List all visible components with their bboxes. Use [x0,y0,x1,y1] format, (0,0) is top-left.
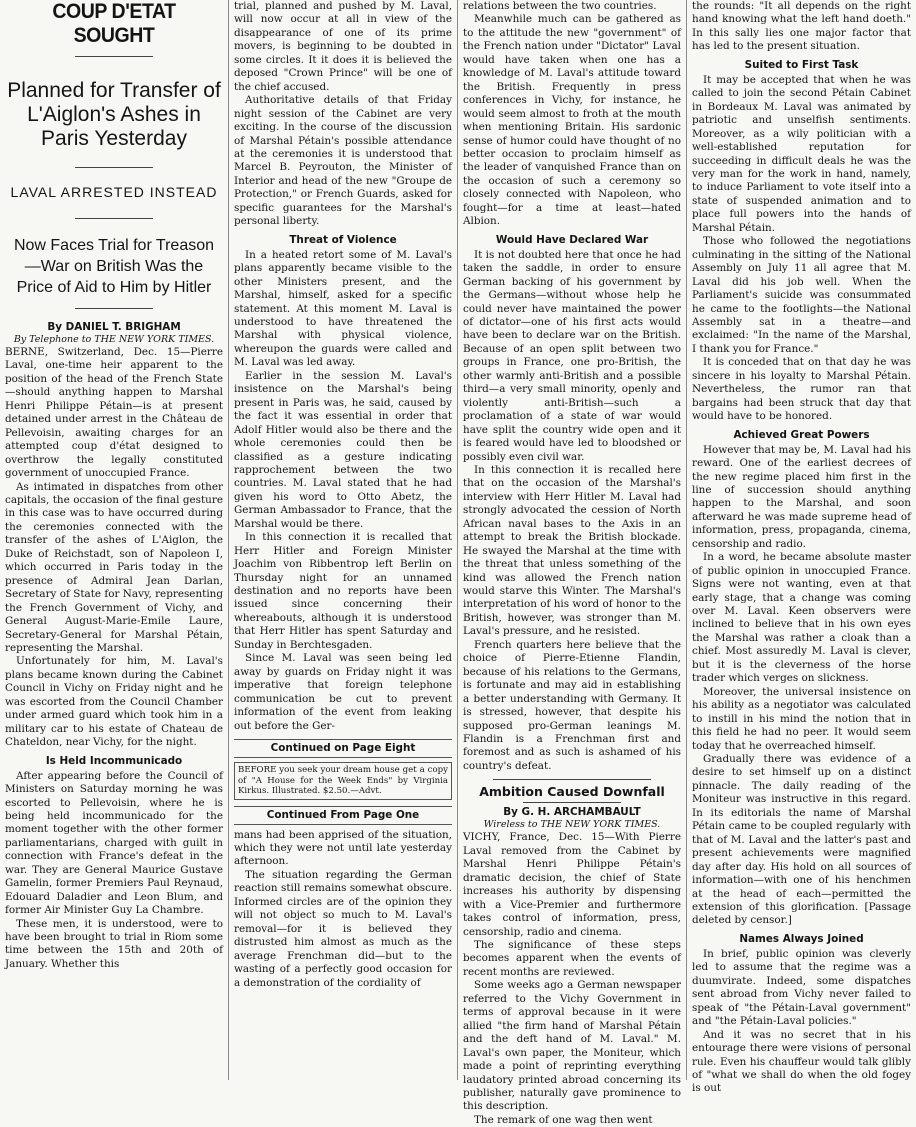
paragraph: And it was no secret that in his entourage there were visions of personal rule. Even his chauffeur would talk glibly of "what we shall do when the old fogey is out [692,1028,911,1095]
paragraph: Since M. Laval was seen being led away by guards on Friday night it was imperative that foreign telephone communication be cut to prevent information of the event from leaking out before the Ger- [234,652,452,732]
paragraph: VICHY, France, Dec. 15—With Pierre Laval removed from the Cabinet by Marshal Henri Philippe Pétain's dramatic decision, the chief of State increases his authority by dispensing with a Vice-Premier and furthermore takes control of information, press, censorship, radio and cinema. [463,831,681,938]
paragraph: French quarters here believe that the choice of Pierre-Etienne Flandin, because of his relations to the Germans, is fortunate and may aid in establishing a better understanding with Germany. It is stressed, however, that despite his supposed pro-German leanings M. Flandin is a Frenchman first and foremost and as such is ashamed of his country's defeat. [463,638,681,772]
subhead: Suited to First Task [744,58,859,71]
credit-line: By Telephone to THE NEW YORK TIMES. [13,334,215,345]
paragraph: mans had been apprised of the situation, which they were not until late yesterday afternoon. [234,828,452,868]
subhead: Would Have Declared War [495,233,649,246]
paragraph: Moreover, the universal insistence on his ability as a negotiator was calculated to instill in his mind the notion that in this field he had no peer. It would seem today that he overreached himself. [692,685,911,752]
paragraph: Unfortunately for him, M. Laval's plans became known during the Cabinet Council in Vichy on Friday night and he was escorted from the Council Chamber under armed guard which took him in a military car to his estate of Chateau de Chateldon, near Vichy, for the night. [5,655,223,749]
paragraph: In this connection it is recalled that Herr Hitler and Foreign Minister Joachim von Ribbentrop left Berlin on Thursday night for an unnamed destination and no reports have been issued since concerning their whereabouts, although it is understood that Herr Hitler has spent Saturday and Sunday in Berchtesgaden. [234,531,452,651]
deck-rule [75,167,153,168]
advertisement: BEFORE you seek your dream house get a copy of "A House for the Week Ends" by Virginia Kirkus. Illustrated. $2.50.—Advt. [234,762,452,800]
subhead: Names Always Joined [739,932,864,945]
paragraph: the rounds: "It all depends on the right hand knowing what the left hand doeth." In this sally lies one major factor that has led to the present situation. [692,0,911,53]
deck-headline-1: Planned for Transfer of L'Aiglon's Ashes in Paris Yesterday [7,79,221,150]
section-rule-2 [523,802,621,803]
paragraph: In this connection it is recalled here that on the occasion of the Marshal's interview with Herr Hitler M. Laval had strongly advocated the cession of North African naval bases to the Axis in an attempt to break the British blockade. He swayed the Marshal at the time with the threat that unless something of the kind was allowed the French nation would starve this Winter. The Marshal's interpretation of his word of honor to the British, however, was stronger than M. Laval's pressure, and he resisted. [463,463,681,638]
paragraph: After appearing before the Council of Ministers on Saturday morning he was escorted to Pellevoisin, where he is being held incommunicado for the moment together with the other former parliamentarians, charged with guilt in connection with France's defeat in the war. They are General Maurice Gustave Gamelin, former Premiers Paul Reynaud, Edouard Daladier and Leon Blum, and former Air Minister Guy La Chambre. [5,769,223,917]
headline-rule [75,56,153,57]
paragraph: The remark of one wag then went [474,1113,653,1126]
continued-notice: Continued on Page Eight [234,739,452,758]
paragraph: In a word, he became absolute master of public opinion in unoccupied France. Signs were not wanting, even at that early stage, that a change was coming over M. Laval. Keen observers were inclined to believe that in his own eyes the Marshal was rather a cloak than a chief. Most assuredly M. Laval is clever, but it is the cleverness of the horse trader which verges on slickness. [692,551,911,685]
paragraph: In brief, public opinion was cleverly led to assume that the regime was a duumvirate. Indeed, some dispatches sent abroad from Vichy never failed to speak of "the Pétain-Laval government" and "the Pétain-Laval policies." [692,947,911,1028]
paragraph: trial, planned and pushed by M. Laval, will now occur at all in view of the disappearance of one of its prime movers, is beginning to be doubted in some circles. It it does it is believed the deposed "Crown Prince" will be one of the chief accused. [234,0,452,93]
paragraph: Authoritative details of that Friday night session of the Cabinet are very exciting. In the course of the discussion of Marshal Pétain's possible attendance at the ceremonies it is understood that Marcel B. Peyrouton, the Minister of Interior and head of the new "Groupe de Protection," or French Guards, asked for specific guarantees for the Marshal's personal liberty. [234,94,452,228]
section-rule [493,779,651,780]
deck-headline-2: LAVAL ARRESTED INSTEAD [10,184,218,200]
paragraph: It is not doubted here that once he had taken the saddle, in order to ensure German backing of his government by the Germans—without whose help he could never have maintained the power of dictator—one of his first acts would have been to declare war on the British. Because of an open split between two groups in France, one pro-British, the other warmly anti-British and a possible third—a very small minority, openly and violently anti-British—such a proclamation of a state of war would have split the country wide open and it is feared would have led to bloodshed or possibly even civil war. [463,248,681,463]
paragraph: relations between the two countries. [463,0,657,12]
column-3 [458,0,687,1126]
column-2 [229,0,458,1080]
byline: By DANIEL T. BRIGHAM [47,321,181,333]
deck-headline-3: Now Faces Trial for Treason —War on British Was the Price of Aid to Him by Hitler [13,237,215,296]
article-headline: Ambition Caused Downfall [479,784,665,800]
subhead: Is Held Incommunicado [45,754,183,767]
paragraph: The situation regarding the German reaction still remains somewhat obscure. Informed circles are of the opinion they will not object so much to M. Laval's removal—for it is believed they distrusted him almost as much as the average Frenchman did—but to the wasting of a perfectly good occasion for a demonstration of the cordiality of [234,868,452,989]
column-4 [687,0,916,1095]
main-headline: COUP D'ETAT SOUGHT [52,0,176,47]
paragraph: As intimated in dispatches from other capitals, the occasion of the final gesture in this case was to have occurred during the ceremonies connected with the transfer of the ashes of L'Aiglon, the Duke of Reichstadt, son of Napoleon I, which occurred in Paris today in the presence of Admiral Jean Darlan, Secretary of State for Navy, representing the French Government of Vichy, and General August-Marie-Emile Laure, Secretary-General for Marshal Pétain, representing the Marshal. [5,480,223,654]
paragraph: In a heated retort some of M. Laval's plans apparently became visible to the other Ministers present, and the Marshal, himself, asked for a specific statement. At this moment M. Laval is understood to have threatened the Marshal with physical violence, whereupon the guards were called and M. Laval was led away. [234,248,452,369]
column-1 [0,0,229,1080]
subhead: Threat of Violence [289,233,397,246]
paragraph: It may be accepted that when he was called to join the second Pétain Cabinet in Bordeaux M. Laval was animated by patriotic and unselfish sentiments. Moreover, as a wily politician with a well-established reputation for succeeding in difficult deals he was the very man for the work in hand, namely, to induce Parliament to vote itself into a state of suspended animation and to place full powers into the hands of Marshal Pétain. [692,73,911,234]
paragraph: These men, it is understood, were to have been brought to trial in Riom some time between the 15th and 20th of January. Whether this [5,917,223,970]
paragraph: BERNE, Switzerland, Dec. 15—Pierre Laval, one-time heir apparent to the position of the head of the French State—should anything happen to Marshal Henri Philippe Pétain—is at present detained under arrest in the Château de Pellevoisin, awaiting charges for an attempted coup d'état designed to overthrow the legally constituted government of unoccupied France. [5,346,223,480]
paragraph: Meanwhile much can be gathered as to the attitude the new "government" of the French nation under "Dictator" Laval would have taken when one has a knowledge of M. Laval's attitude toward the British. Frequently in press conferences in Vichy, for instance, he would seem almost to froth at the mouth when mentioning Britain. His sardonic sense of humor could have thought of no better occasion to proclaim himself as the leader of vanquished France than on the occasion of such a ceremony so closely connected with Napoleon, who fought—for a time at least—hated Albion. [463,13,681,228]
deck-rule-3 [75,308,153,309]
credit-line: Wireless to THE NEW YORK TIMES. [483,819,661,831]
paragraph: Those who followed the negotiations culminating in the sitting of the National Assembly on July 11 all agree that M. Laval did his job well. When the Parliament's suicide was consummated he came to the footlights—the National Assembly sat in a theatre—and exclaimed: "In the name of the Marshal, I thank you for France." [692,235,911,355]
paragraph: However that may be, M. Laval had his reward. One of the earliest decrees of the new regime placed him first in the line of succession should anything happen to the Marshal, and soon afterward he was made supreme head of information, press, propaganda, cinema, censorship and radio. [692,443,911,550]
paragraph: Some weeks ago a German newspaper referred to the Vichy Government in terms of approval because in it were allied "the firm hand of Marshal Pétain and the deft hand of M. Laval." M. Laval's own paper, the Moniteur, which made a point of reprinting everything laudatory printed abroad concerning its publisher, naturally gave prominence to this description. [463,979,681,1113]
paragraph: Gradually there was evidence of a desire to set himself up on a distinct pinnacle. The daily reading of the Moniteur was instructive in this regard. In its editorials the name of Marshal Pétain came to be coupled regularly with that of M. Laval and the latter's past and present achievements were magnified day after day. His hold on all sources of information—with one of his henchmen at the head of each—permitted the extension of this glorification. [Passage deleted by censor.] [692,753,911,927]
subhead: Achieved Great Powers [733,428,870,441]
paragraph: It is conceded that on that day he was sincere in his loyalty to Marshal Pétain. Nevertheless, the rumor ran that bargains had been struck that day that would have to be honored. [692,356,911,423]
byline: By G. H. ARCHAMBAULT [503,806,641,819]
continued-from-notice: Continued From Page One [234,806,452,825]
paragraph: Earlier in the session M. Laval's insistence on the Marshal's being present in Paris was, he said, caused by the fact it was essential in order that Adolf Hitler would also be there and the whole ceremonies could then be classified as a gesture indicating rapprochement between the two countries. M. Laval stated that he had given his word to Otto Abetz, the German Ambassador to France, that the Marshal would be there. [234,369,452,530]
paragraph: The significance of these steps becomes apparent when the events of recent months are reviewed. [463,939,681,978]
deck-rule-2 [75,218,153,219]
